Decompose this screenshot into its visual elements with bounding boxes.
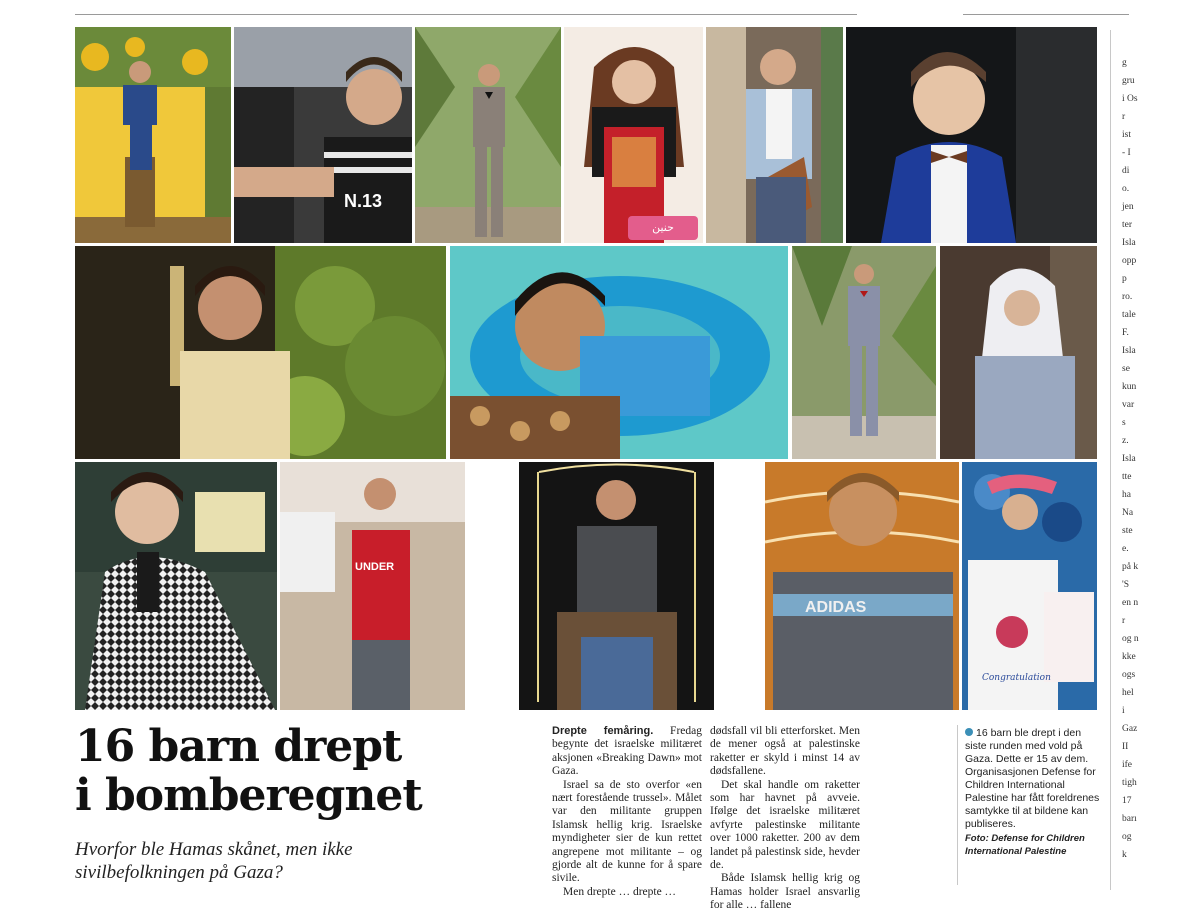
col2-p1: dødsfall vil bli etterforsket. Men de mener også at palestinske raketter er skyld i minst 14 av dødsfallene. bbox=[710, 725, 860, 778]
shirt-n13-text: N.13 bbox=[344, 191, 383, 211]
photo-teen-seated-chair bbox=[519, 462, 714, 710]
fragment-line: en n bbox=[1122, 598, 1139, 608]
poster-text: Congratulation bbox=[982, 673, 1051, 683]
column-divider-caption bbox=[957, 725, 958, 885]
fragment-line: i Os bbox=[1122, 94, 1138, 104]
fragment-line: var bbox=[1122, 400, 1135, 410]
fragment-line: jen bbox=[1122, 202, 1134, 212]
fragment-line: z. bbox=[1122, 436, 1129, 446]
fragment-line: opp bbox=[1122, 256, 1137, 266]
fragment-line: på k bbox=[1122, 562, 1139, 572]
fragment-line: Isla bbox=[1122, 346, 1136, 356]
photo-boy-swim-ring bbox=[450, 246, 788, 459]
photo-boy-suit-garden bbox=[415, 27, 561, 243]
fragment-line: ste bbox=[1122, 526, 1133, 536]
fragment-line: II bbox=[1122, 742, 1129, 752]
body-column-2 bbox=[710, 725, 860, 913]
caption-dot-icon bbox=[965, 728, 973, 736]
fragment-line: ogs bbox=[1122, 670, 1136, 680]
photo-girl-white-hijab bbox=[940, 246, 1097, 459]
photo-boy-blue-blazer bbox=[846, 27, 1097, 243]
fragment-line: ter bbox=[1122, 220, 1133, 230]
top-rule-right bbox=[963, 14, 1129, 15]
photo-girl-graduation-poster bbox=[962, 462, 1097, 710]
fragment-line: se bbox=[1122, 364, 1130, 374]
photo-teen-adidas-shirt bbox=[765, 462, 959, 710]
headline-line-2: i bomberegnet bbox=[75, 770, 422, 821]
adjacent-column-fragments bbox=[1122, 58, 1152, 868]
photo-boy-yellow-wall bbox=[75, 27, 231, 243]
shirt-under-text: UNDER bbox=[355, 561, 395, 573]
photo-girl-red-dress bbox=[564, 27, 703, 243]
photo-boy-in-car bbox=[234, 27, 412, 243]
fragment-line: ro. bbox=[1122, 292, 1133, 302]
fragment-line: o. bbox=[1122, 184, 1130, 194]
body-column-1 bbox=[552, 725, 702, 899]
fragment-line: di bbox=[1122, 166, 1130, 176]
fragment-line: - I bbox=[1122, 148, 1131, 158]
fragment-line: kke bbox=[1122, 652, 1136, 662]
fragment-line: hel bbox=[1122, 688, 1134, 698]
col2-p2: Det skal handle om raketter som har havnet på avveie. Ifølge det israelske militæret avfyrte palestinske militante over 1000 raketter. 200 av dem landet på palestinsk side, hevder de. bbox=[710, 778, 860, 872]
photo-boy-keffiyeh bbox=[75, 462, 277, 710]
fragment-line: F. bbox=[1122, 328, 1129, 338]
photo-boy-red-shirt bbox=[280, 462, 465, 710]
shirt-adidas-text: ADIDAS bbox=[805, 599, 867, 616]
fragment-line: ist bbox=[1122, 130, 1131, 140]
fragment-line: p bbox=[1122, 274, 1127, 284]
fragment-line: gru bbox=[1122, 76, 1135, 86]
fragment-line: k bbox=[1122, 850, 1127, 860]
lead-bold: Drepte femåring. bbox=[552, 725, 654, 737]
fragment-line: barı bbox=[1122, 814, 1137, 824]
headline-line-1: 16 barn drept bbox=[75, 721, 402, 772]
fragment-line: r bbox=[1122, 112, 1126, 122]
fragment-line: og bbox=[1122, 832, 1132, 842]
name-tag-pink: حنين bbox=[628, 216, 698, 240]
fragment-line: Isla bbox=[1122, 238, 1136, 248]
col1-p1: Fredag begynte det israelske militæret aksjonen «Breaking Dawn» mot Gaza. bbox=[552, 725, 702, 778]
fragment-line: Na bbox=[1122, 508, 1134, 518]
fragment-line: r bbox=[1122, 616, 1126, 626]
fragment-line: Isla bbox=[1122, 454, 1136, 464]
fragment-line: 'S bbox=[1122, 580, 1129, 590]
fragment-line: kun bbox=[1122, 382, 1137, 392]
caption-text: 16 barn ble drept i den siste runden med vold på Gaza. Dette er 15 av dem. Organisasjonen Defense for Children International Palestine har fått foreldrenes samtykke til at bildene kan publiseres. bbox=[965, 727, 1100, 830]
col1-p2: Israel sa de sto overfor «en nært forestående trussel». Målet var den militante gruppen Islamsk hellig krig. Israelske myndigheter sier de kun rettet angrepene mot militante – og gjorde alt de kunne for å spare sivile. bbox=[552, 778, 702, 885]
photo-caption bbox=[965, 727, 1105, 858]
fragment-line: og n bbox=[1122, 634, 1139, 644]
col1-p3: Men drepte … drepte … bbox=[563, 885, 677, 898]
fragment-line: tale bbox=[1122, 310, 1136, 320]
fragment-line: i bbox=[1122, 706, 1125, 716]
photo-boy-suit-steps bbox=[792, 246, 936, 459]
column-divider-right bbox=[1110, 30, 1111, 890]
fragment-line: Gaz bbox=[1122, 724, 1138, 734]
fragment-line: tigh bbox=[1122, 778, 1137, 788]
col2-p3: Både Islamsk hellig krig og Hamas holder Israel ansvarlig for alle … fallene bbox=[710, 872, 860, 912]
fragment-line: s bbox=[1122, 418, 1126, 428]
top-rule-left bbox=[75, 14, 857, 15]
photo-teen-night-plants bbox=[75, 246, 446, 459]
subheadline: Hvorfor ble Hamas skånet, men ikke sivilbefolkningen på Gaza? bbox=[75, 839, 353, 883]
fragment-line: tte bbox=[1122, 472, 1132, 482]
fragment-line: 17 bbox=[1122, 796, 1132, 806]
photo-boy-denim-jacket bbox=[706, 27, 843, 243]
photo-credit: Foto: Defense for Children International Palestine bbox=[965, 833, 1085, 857]
fragment-line: g bbox=[1122, 58, 1127, 68]
fragment-line: ha bbox=[1122, 490, 1131, 500]
fragment-line: e. bbox=[1122, 544, 1129, 554]
fragment-line: ife bbox=[1122, 760, 1133, 770]
headline bbox=[75, 722, 515, 820]
